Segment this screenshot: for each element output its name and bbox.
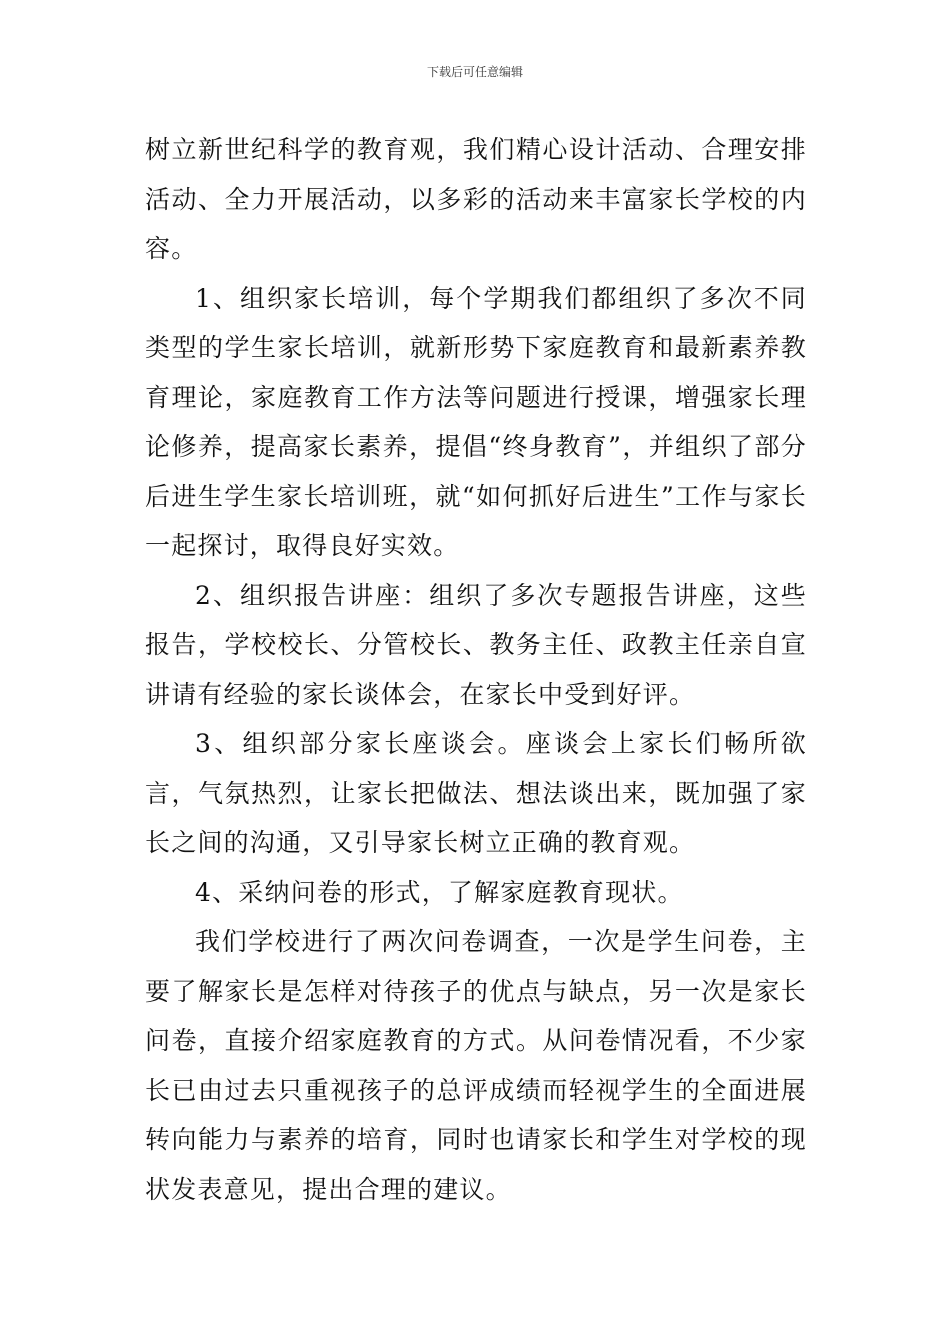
page-header: 下载后可任意编辑 <box>426 65 523 79</box>
paragraph-report-lectures: 2、组织报告讲座：组织了多次专题报告讲座，这些报告，学校校长、分管校长、教务主任、政教主任亲自宣讲请有经验的家长谈体会，在家长中受到好评。 <box>145 580 807 709</box>
paragraph-intro-continuation: 树立新世纪科学的教育观，我们精心设计活动、合理安排活动、全力开展活动，以多彩的活动来丰富家长学校的内容。 <box>145 135 807 263</box>
paragraph-parent-training: 1、组织家长培训，每个学期我们都组织了多次不同类型的学生家长培训，就新形势下家庭教育和最新素养教育理论，家庭教育工作方法等问题进行授课，增强家长理论修养，提高家长素养，提倡“终身教育”，并组织了部分后进生学生家长培训班，就“如何抓好后进生”工作与家长一起探讨，取得良好实效。 <box>145 283 807 560</box>
paragraph-questionnaire-details: 我们学校进行了两次问卷调查，一次是学生问卷，主要了解家长是怎样对待孩子的优点与缺点，另一次是家长问卷，直接介绍家庭教育的方式。从问卷情况看，不少家长已由过去只重视孩子的总评成绩而轻视学生的全面进展转向能力与素养的培育，同时也请家长和学生对学校的现状发表意见，提出合理的建议。 <box>145 927 807 1204</box>
document-body <box>145 125 807 1214</box>
paragraph-parent-forum: 3、组织部分家长座谈会。座谈会上家长们畅所欲言，气氛热烈，让家长把做法、想法谈出来，既加强了家长之间的沟通，又引导家长树立正确的教育观。 <box>145 729 807 857</box>
paragraph-questionnaire-heading: 4、采纳问卷的形式，了解家庭教育现状。 <box>195 877 684 907</box>
